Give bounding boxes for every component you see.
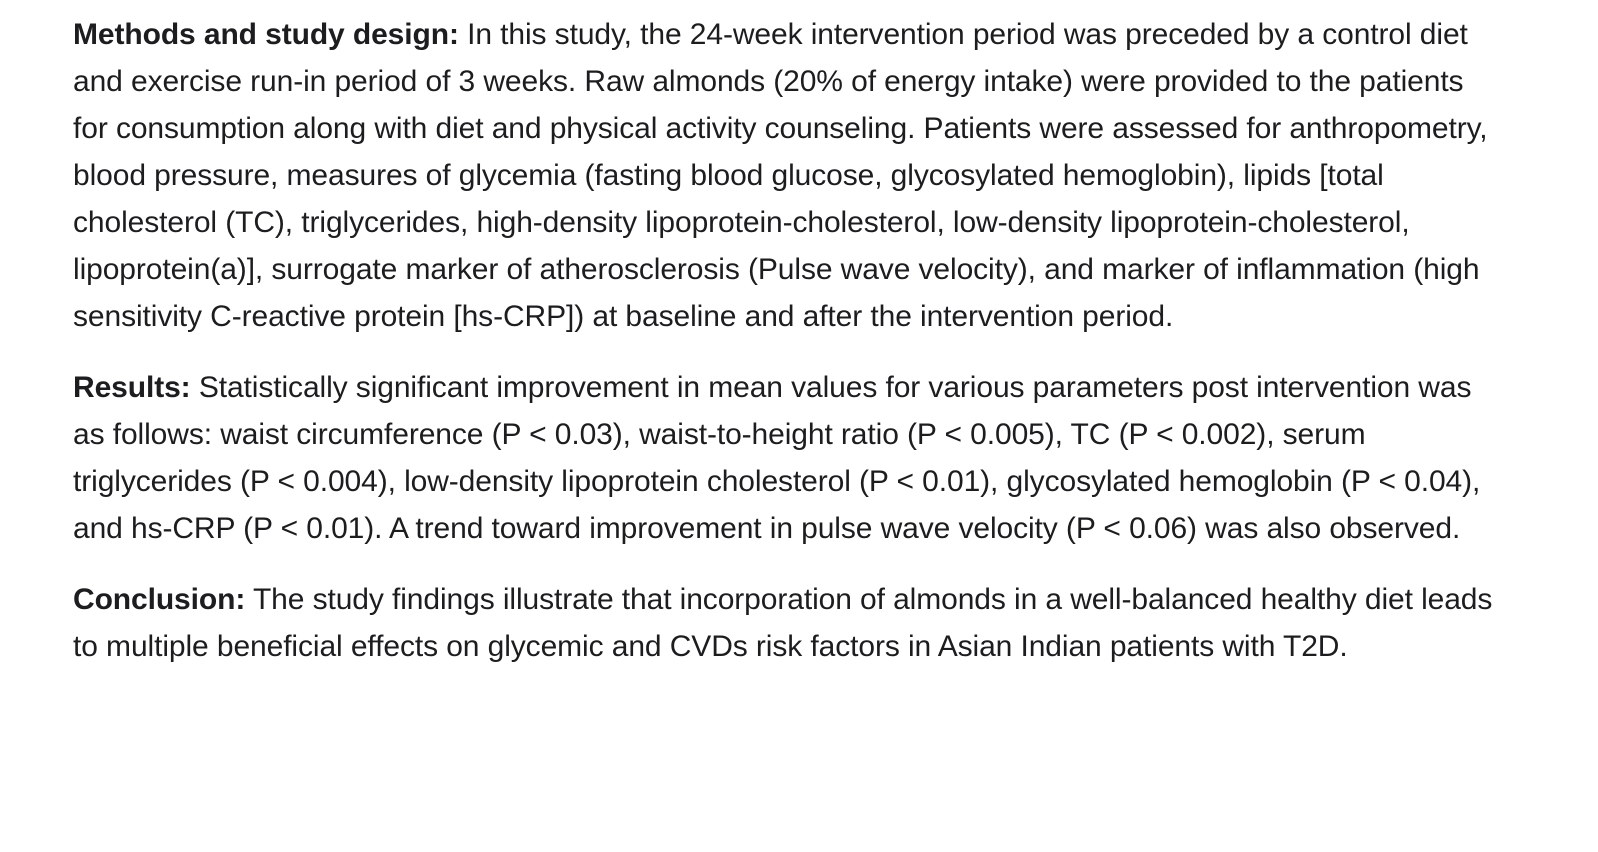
conclusion-paragraph bbox=[73, 576, 1493, 670]
methods-paragraph bbox=[73, 11, 1493, 340]
conclusion-text: The study findings illustrate that incorporation of almonds in a well-balanced healthy diet leads to multiple beneficial effects on glycemic and CVDs risk factors in Asian Indian patients with T2D. bbox=[73, 583, 1493, 663]
methods-heading: Methods and study design: bbox=[73, 18, 459, 51]
abstract-body bbox=[73, 11, 1493, 694]
conclusion-heading: Conclusion: bbox=[73, 583, 246, 616]
methods-text: In this study, the 24-week intervention period was preceded by a control diet and exercise run-in period of 3 weeks. Raw almonds (20% of energy intake) were provided to the patients for consumption along with diet and physical activity counseling. Patients were assessed for anthropometry, blood pressure, measures of glycemia (fasting blood glucose, glycosylated hemoglobin), lipids [total cholesterol (TC), triglycerides, high-density lipoprotein-cholesterol, low-density lipoprotein-cholesterol, lipoprotein(a)], surrogate marker of atherosclerosis (Pulse wave velocity), and marker of inflammation (high sensitivity C-reactive protein [hs-CRP]) at baseline and after the intervention period. bbox=[73, 18, 1488, 333]
results-text: Statistically significant improvement in mean values for various parameters post intervention was as follows: waist circumference (P < 0.03), waist-to-height ratio (P < 0.005), TC (P < 0.002), serum triglycerides (P < 0.004), low-density lipoprotein cholesterol (P < 0.01), glycosylated hemoglobin (P < 0.04), and hs-CRP (P < 0.01). A trend toward improvement in pulse wave velocity (P < 0.06) was also observed. bbox=[73, 371, 1481, 545]
results-heading: Results: bbox=[73, 371, 191, 404]
results-paragraph bbox=[73, 364, 1493, 552]
